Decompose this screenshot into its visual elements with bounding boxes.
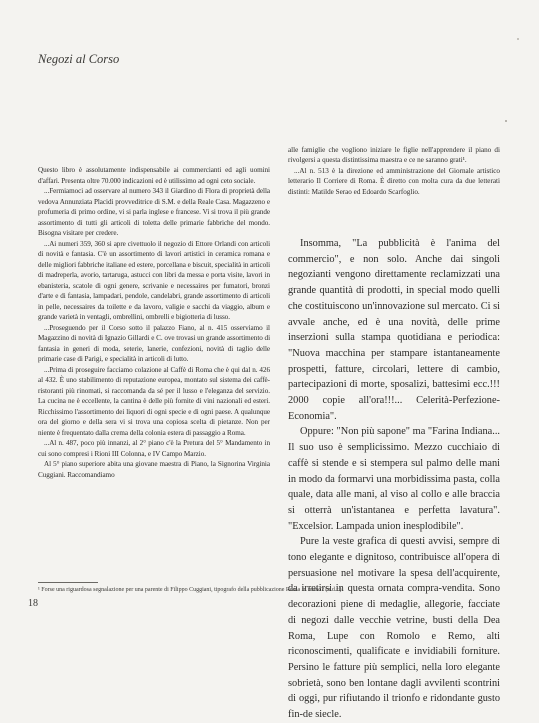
main-paragraph-1: Insomma, "La pubblicità è l'anima del commercio", e non solo. Anche dai singoli negozianti vengono direttamente reclamizzati una grande quantità di prodotti, in special modo quelli che costituiscono un'innovazione sul mercato. Ci si avvale anche, ed è una novità, delle prime inserzioni sulla stampa quotidiana e periodica: "Nuova macchina per stampare istantaneamente prospetti, fatture, circolari, lettere di cambio, partecipazioni di morte, sposalizi, battesimi ecc.!!! 2000 copie all'ora!!!... Celerità-Perfezione-Economia". [288, 238, 500, 422]
right-column-upper [288, 145, 500, 197]
left-paragraph-1: Questo libro è assolutamente indispensabile ai commercianti ed agli uomini d'affari. Presenta oltre 70.000 indicazioni ed è utilissimo ad ogni ceto sociale. [38, 166, 270, 185]
right-column-main [288, 236, 500, 723]
scan-speck [505, 120, 507, 122]
left-paragraph-2: ...Fermiamoci ad osservare al numero 343 il Giardino di Flora di proprietà della vedova Annunziata Placidi provveditrice di S.M. e della Reale Casa. Magazzeno e profumeria di primo ordine, vi si parla inglese e francese. Vi si trova il più grande assortimento di tutti gli articoli di toletta delle primarie fabbriche del mondo. Bisogna visitare per credere. [38, 187, 270, 238]
main-paragraph-3: Pure la veste grafica di questi avvisi, sempre di tono elegante e dignitoso, contribuisce all'opera di persuasione nel motivare la spesa dell'acquirente, da irretirsi in questa ornata compra-vendita. Sono decorazioni piene di medaglie, allegorie, facciate di negozi dalle vecchie vetrine, busti della Dea Roma, Lupe con Romolo e Remo, alti riconoscimenti, qualificate e invidiabili forniture. Persino le fatture più semplici, nella loro elegante sobrietà, sono ben lontane dagli avvilenti scontrini di oggi, pur rifiutando il trionfo e ridondante gusto fin-de siecle. [288, 536, 500, 721]
left-paragraph-4: ...Proseguendo per il Corso sotto il palazzo Fiano, al n. 415 osserviamo il Magazzino di novità di Ignazio Gillardi e C. ove trovasi un grande assortimento di fantasia in generi di moda, seterie, lanerie, confezioni, novità di taglio delle primarie case di Parigi, e specialità in articoli di lutto. [38, 323, 270, 364]
right-small-paragraph-2: ...Al n. 513 è la direzione ed amministrazione del Giornale artistico letterario Il Corriere di Roma. È diretto con molta cura da due letterati distinti: Matilde Serao ed Edoardo Scarfoglio. [288, 166, 500, 196]
right-small-paragraph-1: alle famiglie che vogliono iniziare le figlie nell'apprendere il piano di rivolgersi a questa distintissima maestra e ce ne saranno grati¹. [288, 146, 500, 165]
page-number: 18 [28, 598, 38, 609]
left-paragraph-5: ...Prima di proseguire facciamo colazione al Caffè di Roma che è qui dal n. 426 al 432. È uno stabilimento di reputazione europea, montato sul sistema dei caffè-ristoranti più rinomati, si raccomanda da sé per il lusso e l'eleganza del servizio. La cucina ne è eccellente, la cantina è delle più fornite di vini nazionali ed esteri. Ricchissimo l'assortimento dei liquori di ogni specie e di ogni paese. A qualunque ora del giorno e della sera vi si trova una copiosa scelta di pietanze. Non per niente è frequentato dalla crema della colonia estera di passaggio a Roma. [38, 365, 270, 437]
footnote: ¹ Forse una riguardosa segnalazione per una parente di Filippo Cuggiani, tipografo della pubblicazione Roma in mano? (n.d.r.) [38, 587, 342, 593]
left-paragraph-3: ...Ai numeri 359, 360 si apre civettuolo il negozio di Ettore Orlandi con articoli di novità e fantasia. C'è un assortimento di lavori artistici in ceramica romana e delle migliori fabbriche italiane ed estere, porcellana e biscuit, specialità in articoli di madreperla, avorio, tartaruga, astucci con libri da messa e porta visite, lavori in ebanisteria, scatole di ogni genere, scrivanie e necessaires per fumatori, bronzi d'arte e di fantasia, lampadari, pendole, candelabri, grande assortimento di articoli in pelle, necessaires da toilette e da lavoro, valigie e sacchi da viaggio, album e grande varietà in ventagli, ombrellini, ombrelli e bigiotteria di lusso. [38, 239, 270, 322]
running-head: Negozi al Corso [38, 52, 120, 66]
left-column [38, 165, 270, 480]
main-paragraph-2: Oppure: "Non più sapone" ma "Farina Indiana... Il suo uso è semplicissimo. Mezzo cucchiaio di caffè si stende e si stempera sul palmo delle mani in modo da formarvi una morbidissima pasta, colla quale, data alle mani, al viso al collo e alle braccia si otterrà un'istantanea e perfetta lavatura". "Excelsior. Lampada union inesplodibile". [288, 426, 500, 532]
footnote-divider [38, 582, 98, 583]
left-paragraph-7: Al 5° piano superiore abita una giovane maestra di Piano, la Signorina Virginia Cuggiani. Raccomandiamo [38, 460, 270, 479]
left-paragraph-6: ...Al n. 487, poco più innanzi, al 2° piano c'è la Pretura del 5° Mandamento in cui sono compresi i Rioni III Colonna, e IV Campo Marzio. [38, 439, 270, 458]
scan-speck [517, 38, 519, 40]
